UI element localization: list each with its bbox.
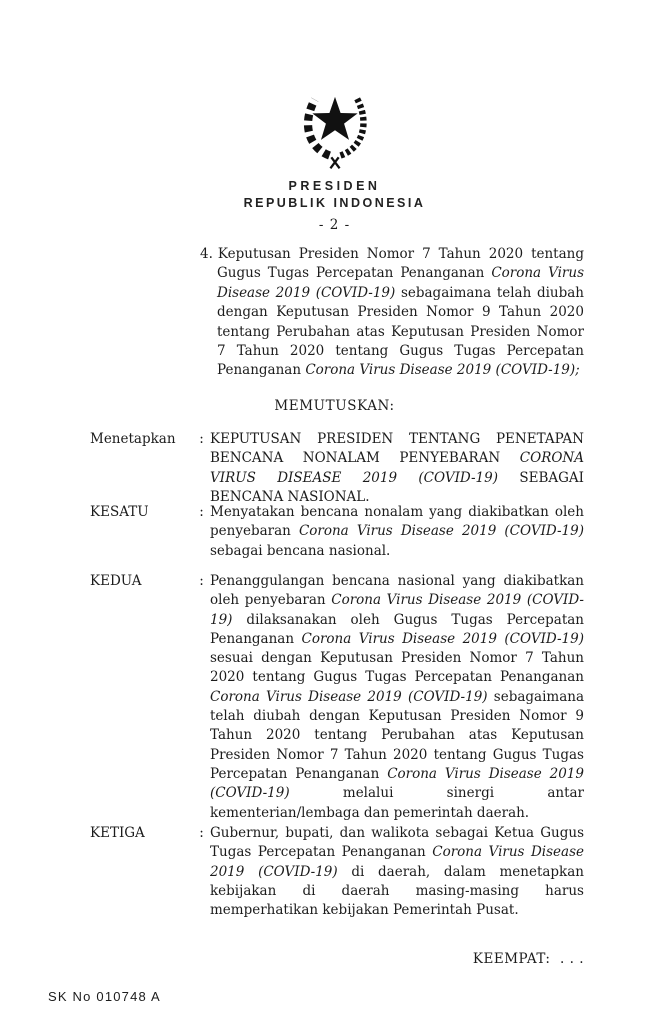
section-body: KEPUTUSAN PRESIDEN TENTANG PENETAPAN BENCANA NONALAM PENYEBARAN CORONA VIRUS DISEASE 2019 (COVID-19) SEBAGAI BENCANA NASIONAL. — [210, 431, 584, 505]
section-body: Menyatakan bencana nonalam yang diakibatkan oleh penyebaran Corona Virus Disease 2019 (COVID-19) sebagai bencana nasional. — [210, 504, 584, 559]
section-colon: : — [199, 431, 204, 447]
section-label: KETIGA — [90, 825, 145, 841]
section-label: KEDUA — [90, 573, 142, 589]
section-ketiga — [90, 824, 584, 920]
star-icon — [312, 97, 357, 140]
section-kedua — [90, 572, 584, 823]
section-menetapkan — [90, 430, 584, 507]
national-emblem-icon — [287, 84, 383, 172]
section-label: KESATU — [90, 504, 149, 520]
section-colon: : — [199, 573, 204, 589]
decision-heading: MEMUTUSKAN: — [274, 398, 395, 414]
section-body: Penanggulangan bencana nasional yang diakibatkan oleh penyebaran Corona Virus Disease 2019 (COVID-19) dilaksanakan oleh Gugus Tugas Percepatan Penanganan Corona Virus Disease 2019 (COVID-19) sesuai dengan Keputusan Presiden Nomor 7 Tahun 2020 tentang Gugus Tugas Percepatan Penanganan Corona Virus Disease 2019 (COVID-19) sebagaimana telah diubah dengan Keputusan Presiden Nomor 9 Tahun 2020 tentang Perubahan atas Keputusan Presiden Nomor 7 Tahun 2020 tentang Gugus Tugas Percepatan Penanganan Corona Virus Disease 2019 (COVID-19) melalui sinergi antar kementerian/lembaga dan pemerintah daerah. — [210, 573, 584, 821]
section-kesatu — [90, 503, 584, 561]
org-name-line2: REPUBLIK INDONESIA — [243, 196, 426, 210]
page-number: - 2 - — [318, 217, 351, 233]
continuation-marker: KEEMPAT: . . . — [472, 951, 584, 967]
org-name-line1: PRESIDEN — [288, 179, 381, 193]
consideration-item — [200, 245, 584, 381]
emblem-container — [0, 84, 669, 172]
section-colon: : — [199, 825, 204, 841]
page-header — [0, 84, 669, 233]
document-code: SK No 010748 A — [48, 989, 161, 1004]
item-text: Keputusan Presiden Nomor 7 Tahun 2020 tentang Gugus Tugas Percepatan Penanganan Corona Virus Disease 2019 (COVID-19) sebagaimana telah diubah dengan Keputusan Presiden Nomor 9 Tahun 2020 tentang Perubahan atas Keputusan Presiden Nomor 7 Tahun 2020 tentang Gugus Tugas Percepatan Penanganan Corona Virus Disease 2019 (COVID-19); — [217, 246, 584, 379]
wreath-stems — [330, 157, 339, 168]
item-number: 4. — [200, 246, 213, 262]
section-label: Menetapkan — [90, 431, 176, 447]
section-body: Gubernur, bupati, dan walikota sebagai Ketua Gugus Tugas Percepatan Penanganan Corona Virus Disease 2019 (COVID-19) di daerah, dalam menetapkan kebijakan di daerah masing-masing harus memperhatikan kebijakan Pemerintah Pusat. — [210, 825, 584, 919]
section-colon: : — [199, 504, 204, 520]
